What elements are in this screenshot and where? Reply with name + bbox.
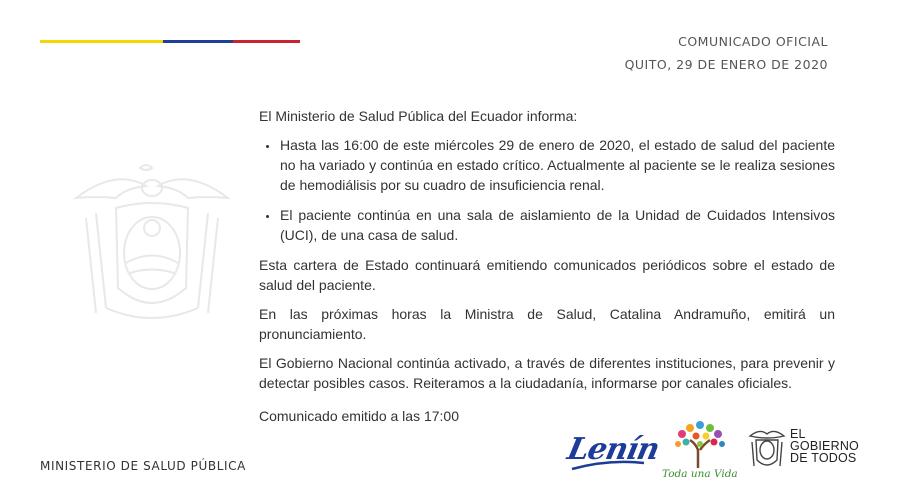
lenin-logo-text: Lenín xyxy=(564,432,662,467)
list-item: • Hasta las 16:00 de este miércoles 29 de enero de 2020, el estado de salud del paciente no ha variado y continúa en estado crítico. Actualmente al paciente se le realiza sesiones de hemodiálisis por su cuadro de insuficiencia renal. xyxy=(279,135,835,195)
gobierno-de-todos-text xyxy=(790,428,859,464)
paragraph: En las próximas horas la Ministra de Salud, Catalina Andramuño, emitirá un pronunciamiento. xyxy=(259,306,835,342)
list-item: • El paciente continúa en una sala de aislamiento de la Unidad de Cuidados Intensivos (UCI), de una casa de salud. xyxy=(279,205,835,245)
toda-una-vida-logo xyxy=(660,420,740,488)
coat-of-arms-watermark-icon xyxy=(66,158,238,328)
flag-blue-segment xyxy=(163,40,233,43)
flag-red-segment xyxy=(233,40,300,43)
intro-paragraph: El Ministerio de Salud Pública del Ecuador informa: xyxy=(259,108,578,124)
flag-color-bar xyxy=(40,40,300,43)
ecuador-seal-icon xyxy=(748,426,786,472)
gov-line-1: EL xyxy=(790,427,806,441)
tree-of-life-icon xyxy=(660,420,740,470)
document-title: COMUNICADO OFICIAL xyxy=(678,34,828,49)
paragraph: Esta cartera de Estado continuará emitiendo comunicados periódicos sobre el estado de salud del paciente. xyxy=(259,257,835,293)
document-date: QUITO, 29 DE ENERO DE 2020 xyxy=(624,57,828,72)
flag-yellow-segment xyxy=(40,40,163,43)
paragraph: El Gobierno Nacional continúa activado, a través de diferentes instituciones, para prevenir y detectar posibles casos. Reiteramos a la ciudadanía, informarse por canales oficiales. xyxy=(259,355,835,391)
lenin-swoosh-icon xyxy=(568,429,646,473)
gov-line-2: GOBIERNO xyxy=(790,439,859,453)
gobierno-de-todos-logo xyxy=(748,424,868,474)
issue-time-paragraph: Comunicado emitido a las 17:00 xyxy=(259,408,460,424)
lenin-logo xyxy=(564,429,662,473)
toda-una-vida-caption: Toda una Vida xyxy=(662,468,738,480)
communique-body xyxy=(259,106,835,435)
gov-line-3: DE TODOS xyxy=(790,451,857,465)
bullet-list xyxy=(259,135,835,245)
document-header xyxy=(625,34,828,72)
ministry-name: MINISTERIO DE SALUD PÚBLICA xyxy=(40,459,246,473)
